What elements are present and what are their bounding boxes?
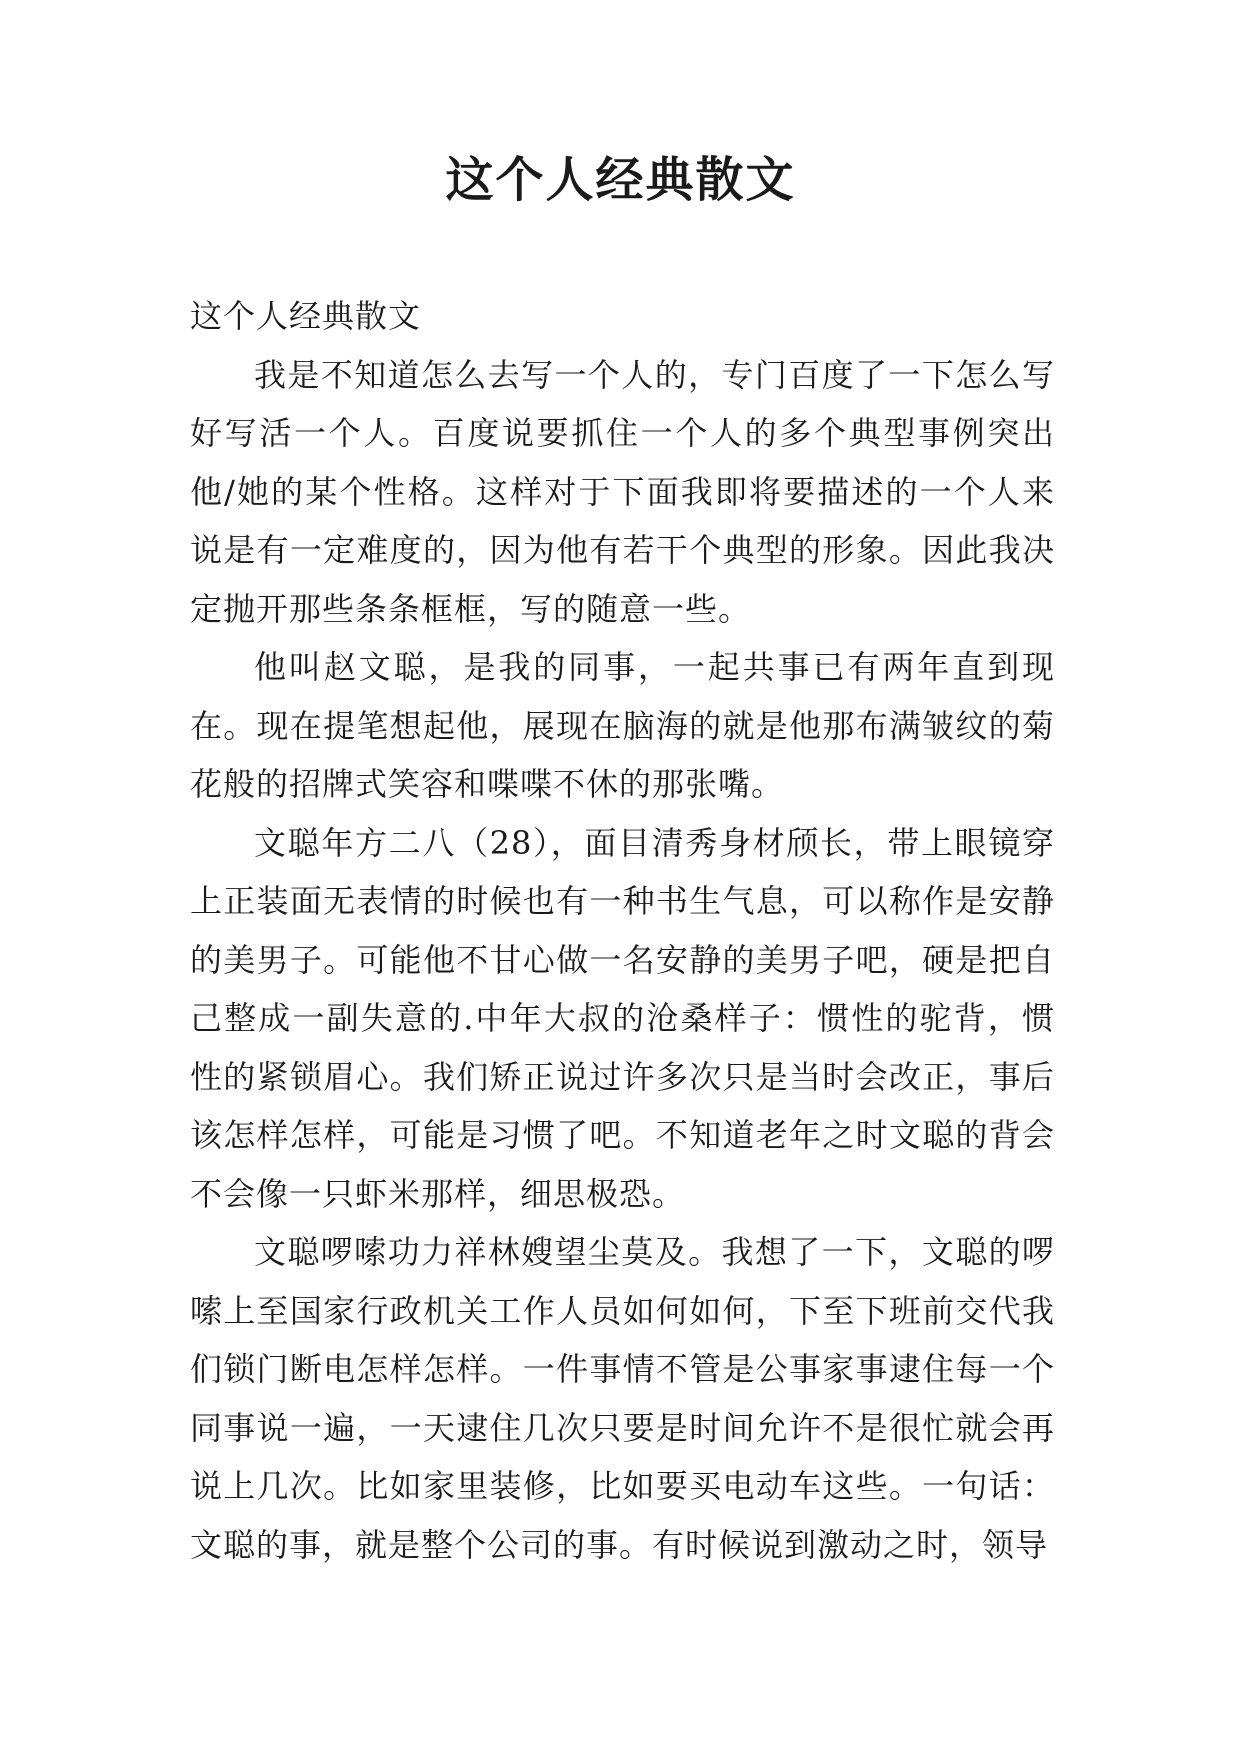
- paragraph-2: 他叫赵文聪，是我的同事，一起共事已有两年直到现在。现在提笔想起他，展现在脑海的就是他那布满皱纹的菊花般的招牌式笑容和喋喋不休的那张嘴。: [190, 648, 1055, 803]
- paragraph-3: 文聪年方二八（28），面目清秀身材颀长，带上眼镜穿上正装面无表情的时候也有一种书生气息，可以称作是安静的美男子。可能他不甘心做一名安静的美男子吧，硬是把自己整成一副失意的.中年大叔的沧桑样子：惯性的驼背，惯性的紧锁眉心。我们矫正说过许多次只是当时会改正，事后该怎样怎样，可能是习惯了吧。不知道老年之时文聪的背会不会像一只虾米那样，细思极恐。: [190, 823, 1055, 1213]
- paragraph-1: 我是不知道怎么去写一个人的，专门百度了一下怎么写好写活一个人。百度说要抓住一个人的多个典型事例突出他/她的某个性格。这样对于下面我即将要描述的一个人来说是有一定难度的，因为他有若干个典型的形象。因此我决定抛开那些条条框框，写的随意一些。: [190, 355, 1055, 628]
- document-title: 这个人经典散文: [445, 152, 796, 208]
- paragraph-4: 文聪啰嗦功力祥林嫂望尘莫及。我想了一下，文聪的啰嗦上至国家行政机关工作人员如何如何，下至下班前交代我们锁门断电怎样怎样。一件事情不管是公事家事逮住每一个同事说一遍，一天逮住几次只要是时间允许不是很忙就会再说上几次。比如家里装修，比如要买电动车这些。一句话：文聪的事，就是整个公司的事。有时候说到激动之时，领导: [190, 1233, 1055, 1564]
- document-subtitle: 这个人经典散文: [190, 297, 422, 335]
- document-body: [190, 287, 1055, 1574]
